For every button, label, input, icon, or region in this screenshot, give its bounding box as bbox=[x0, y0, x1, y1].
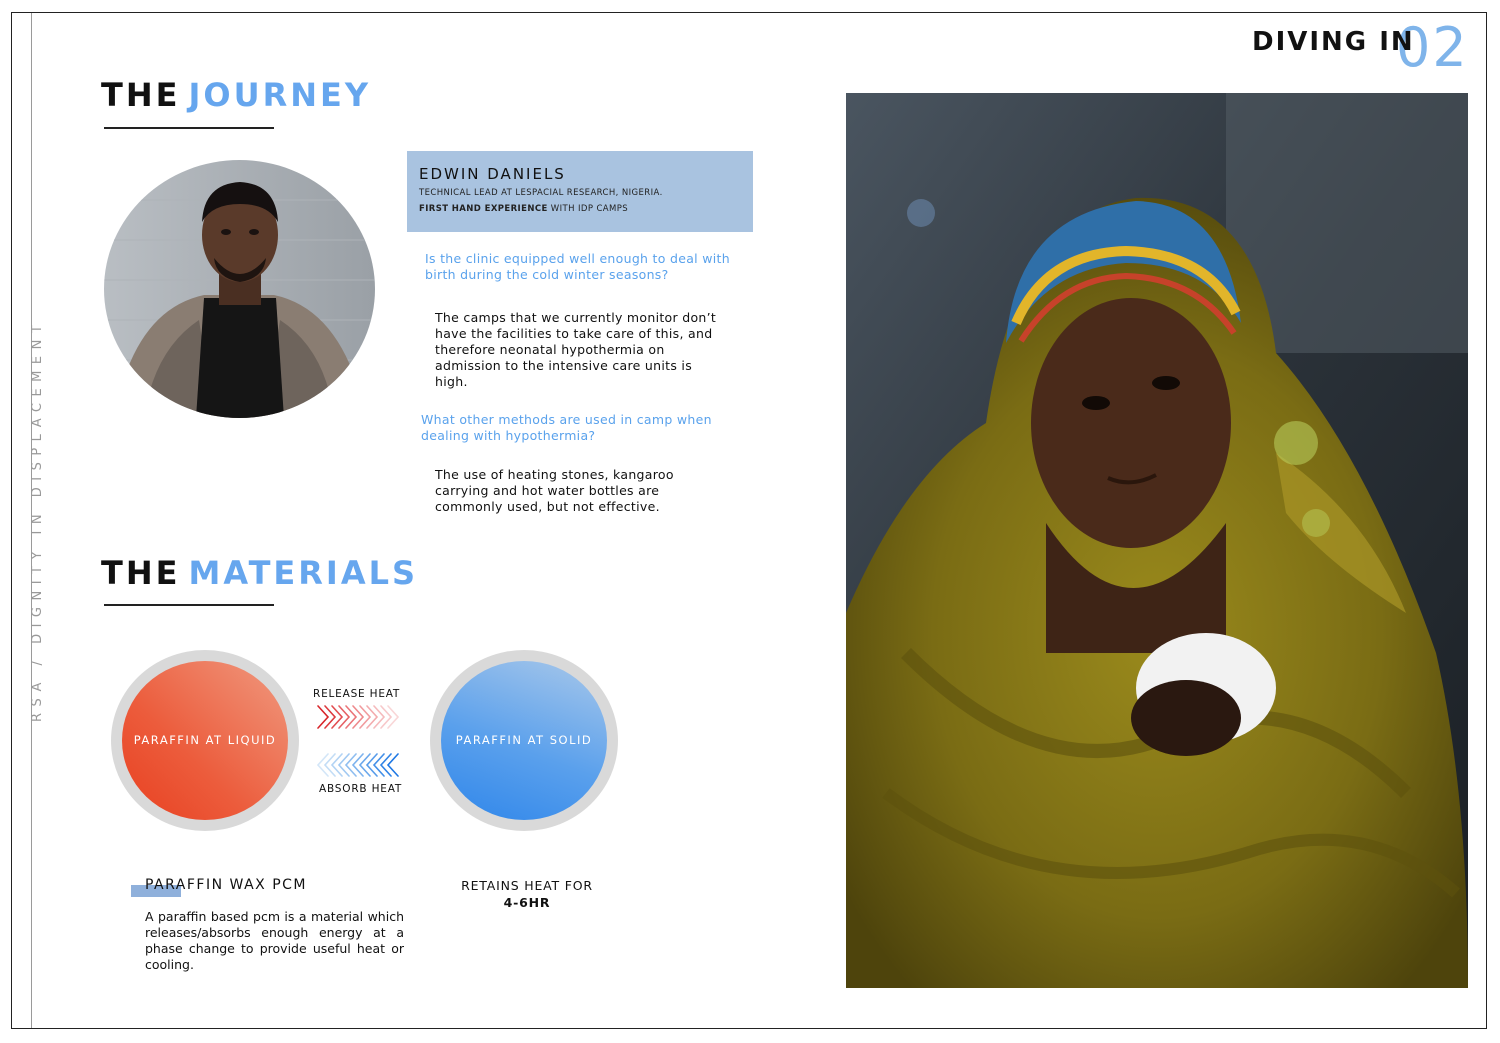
profile-role: TECHNICAL LEAD AT LESPACIAL RESEARCH, NIGERIA. bbox=[419, 188, 663, 198]
journey-title-underline bbox=[104, 127, 274, 129]
retains-heat-info bbox=[440, 877, 614, 911]
release-heat-label: RELEASE HEAT bbox=[313, 688, 401, 700]
solid-state-label: PARAFFIN AT SOLID bbox=[455, 733, 593, 747]
materials-title-accent: MATERIALS bbox=[188, 554, 419, 592]
profile-experience bbox=[419, 204, 628, 214]
interview-question-2: What other methods are used in camp when dealing with hypothermia? bbox=[421, 412, 712, 443]
section-header-title: DIVING IN bbox=[1252, 27, 1415, 57]
pcm-description: A paraffin based pcm is a material which releases/absorbs enough energy at a phase change to provide useful heat or cooling. bbox=[145, 909, 404, 972]
profile-name: EDWIN DANIELS bbox=[419, 165, 566, 183]
profile-card bbox=[407, 151, 753, 232]
mother-and-newborn-photo bbox=[846, 93, 1468, 988]
liquid-state-label: PARAFFIN AT LIQUID bbox=[133, 733, 277, 747]
profile-experience-bold: FIRST HAND EXPERIENCE bbox=[419, 204, 548, 214]
journey-title-accent: JOURNEY bbox=[188, 76, 372, 114]
materials-title-underline bbox=[104, 604, 274, 606]
absorb-heat-chevrons-icon bbox=[316, 752, 402, 778]
solid-state-circle bbox=[430, 650, 618, 831]
journey-title bbox=[101, 76, 371, 114]
interview-answer-1: The camps that we currently monitor don’t have the facilities to take care of this, and therefore neonatal hypothermia on admission to the intensive care units is high. bbox=[435, 310, 717, 389]
solid-state-disc bbox=[441, 661, 607, 820]
liquid-state-disc bbox=[122, 661, 288, 820]
materials-title bbox=[101, 554, 418, 592]
interview-answer-2: The use of heating stones, kangaroo carrying and hot water bottles are commonly used, but not effective. bbox=[435, 467, 674, 514]
liquid-state-circle bbox=[111, 650, 299, 831]
pcm-title: PARAFFIN WAX PCM bbox=[145, 877, 308, 893]
profile-portrait bbox=[104, 160, 375, 418]
release-heat-chevrons-icon bbox=[316, 704, 402, 730]
journey-title-prefix: THE bbox=[101, 76, 181, 114]
page-number: 02 bbox=[1396, 16, 1469, 79]
vertical-sidebar-text: RSA / DIGNITY IN DISPLACEMENT bbox=[30, 318, 45, 722]
absorb-heat-label: ABSORB HEAT bbox=[319, 783, 403, 795]
profile-experience-rest: WITH IDP CAMPS bbox=[547, 204, 629, 214]
retains-heat-label: RETAINS HEAT FOR bbox=[461, 878, 593, 893]
retains-heat-value: 4-6HR bbox=[503, 895, 551, 910]
interview-question-1: Is the clinic equipped well enough to deal with birth during the cold winter seasons? bbox=[425, 251, 730, 282]
materials-title-prefix: THE bbox=[101, 554, 181, 592]
